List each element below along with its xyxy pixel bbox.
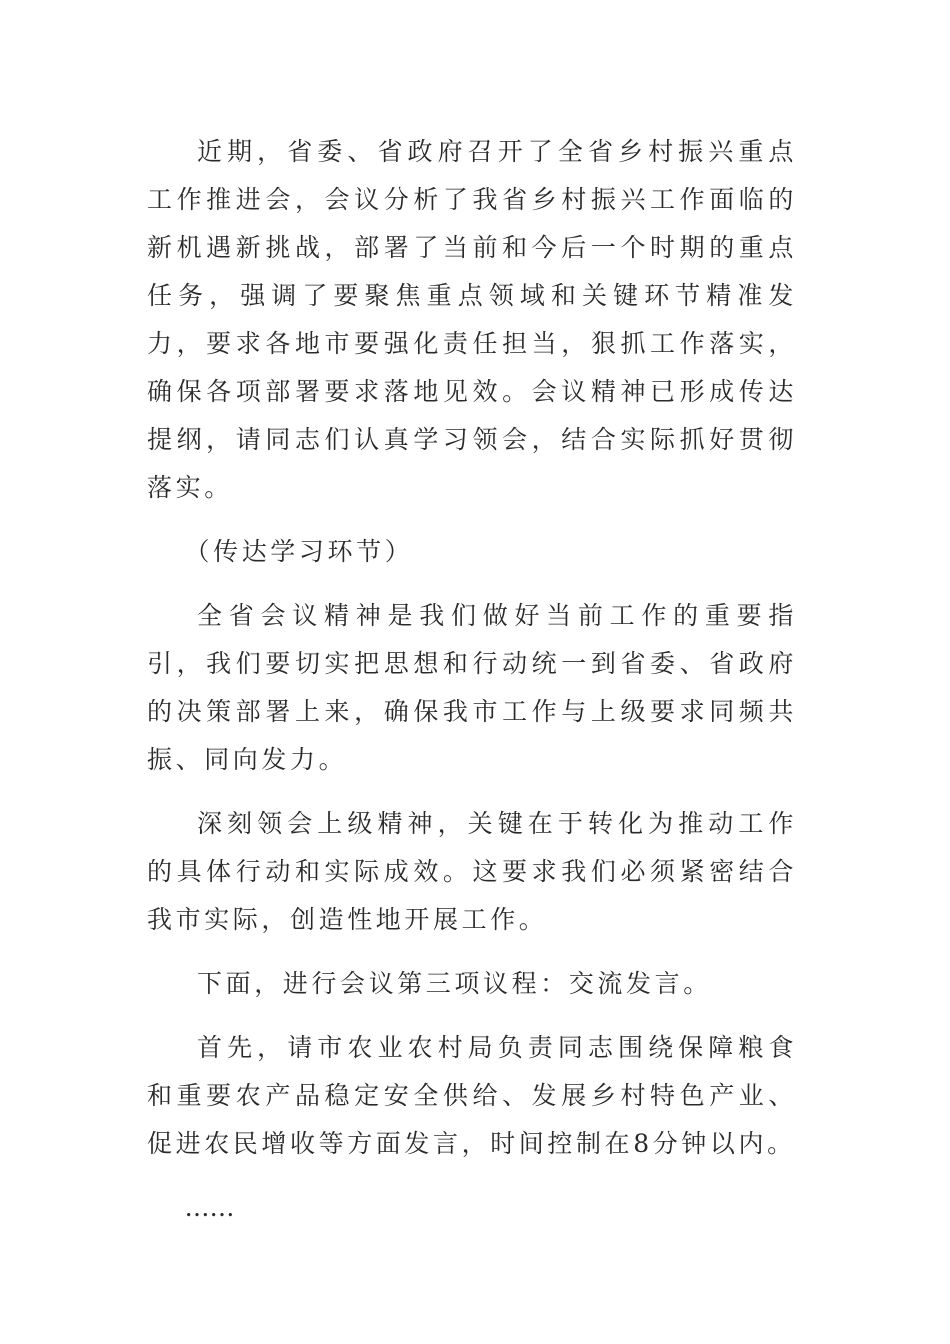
paragraph-agenda-item: 下面，进行会议第三项议程：交流发言。 (197, 969, 712, 998)
document-body (147, 128, 797, 1248)
paragraph-meeting-summary: 近期，省委、省政府召开了全省乡村振兴重点工作推进会，会议分析了我省乡村振兴工作面临的新机遇新挑战，部署了当前和今后一个时期的重点任务，强调了要聚焦重点领域和关键环节精准发力，要求各地市要强化责任担当，狠抓工作落实，确保各项部署要求落地见效。会议精神已形成传达提纲，请同志们认真学习领会，结合实际抓好贯彻落实。 (147, 137, 797, 502)
paragraph-ellipsis: …… (184, 1193, 235, 1222)
paragraph-guidance: 全省会议精神是我们做好当前工作的重要指引，我们要切实把思想和行动统一到省委、省政府的决策部署上来，确保我市工作与上级要求同频共振、同向发力。 (147, 601, 797, 774)
paragraph-implementation: 深刻领会上级精神，关键在于转化为推动工作的具体行动和实际成效。这要求我们必须紧密结合我市实际，创造性地开展工作。 (147, 809, 797, 934)
paragraph-study-session-note: （传达学习环节） (184, 537, 414, 566)
paragraph-first-speaker: 首先，请市农业农村局负责同志围绕保障粮食和重要农产品稳定安全供给、发展乡村特色产业、促进农民增收等方面发言，时间控制在8分钟以内。 (147, 1033, 797, 1158)
